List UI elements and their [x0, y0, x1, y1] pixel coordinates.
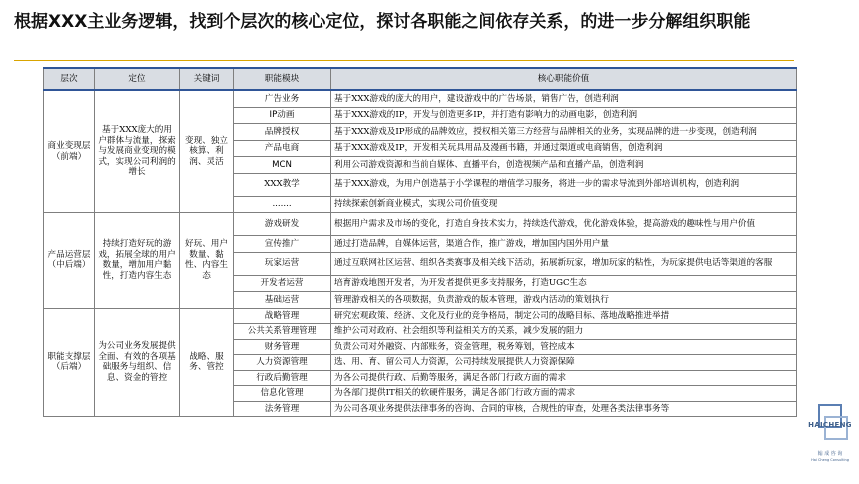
module-cell: 玩家运营 [234, 252, 331, 275]
value-cell: 负责公司对外融资、内部账务，资金管理，税务筹划，管控成本 [331, 339, 797, 355]
value-cell: 基于XXX游戏及IP，开发相关玩具用品及漫画书籍，并通过渠道或电商销售，创造利润 [331, 140, 797, 157]
value-cell: 管理游戏相关的各项数据，负责游戏的版本管理，游戏内活动的策划执行 [331, 292, 797, 309]
position-cell: 基于XXX庞大的用户群体与流量，探索与发展商业变现的模式，实现公司利润的增长 [95, 90, 180, 213]
header-value: 核心职能价值 [331, 68, 797, 90]
module-cell: ....... [234, 196, 331, 213]
value-cell: 利用公司游戏资源和当前自媒体、直播平台，创造视频产品和直播产品，创造利润 [331, 157, 797, 174]
table-row [44, 213, 797, 236]
module-cell: 品牌授权 [234, 124, 331, 141]
keyword-cell: 战略、服务、管控 [180, 308, 234, 417]
table-header-row [44, 68, 797, 90]
keyword-cell: 好玩、用户数量、黏性、内容生态 [180, 213, 234, 309]
layer-cell: 商业变现层（前端） [44, 90, 95, 213]
org-function-table [43, 67, 797, 417]
header-layer: 层次 [44, 68, 95, 90]
module-cell: 宣传推广 [234, 236, 331, 253]
page-title: 根据XXX主业务逻辑，找到个层次的核心定位，探讨各职能之间依存关系，的进一步分解组织职能 [14, 12, 751, 32]
module-cell: IP动画 [234, 107, 331, 124]
module-cell: 开发者运营 [234, 275, 331, 292]
table-row [44, 308, 797, 324]
module-cell: 游戏研发 [234, 213, 331, 236]
module-cell: 广告业务 [234, 90, 331, 107]
value-cell: 维护公司对政府、社会组织等利益相关方的关系，减少发展的阻力 [331, 324, 797, 340]
value-cell: 基于XXX游戏的庞大的用户，建设游戏中的广告场景，销售广告，创造利润 [331, 90, 797, 107]
value-cell: 选、用、育、留公司人力资源，公司持续发展提供人力资源保障 [331, 355, 797, 371]
position-cell: 为公司业务发展提供全面、有效的各项基础服务与组织、信息、资金的管控 [95, 308, 180, 417]
header-position: 定位 [95, 68, 180, 90]
layer-cell: 职能支撑层（后端） [44, 308, 95, 417]
module-cell: 信息化管理 [234, 386, 331, 402]
layer-cell: 产品运营层（中后端） [44, 213, 95, 309]
module-cell: XXX教学 [234, 173, 331, 196]
value-cell: 为各公司提供行政、后勤等服务，满足各部门行政方面的需求 [331, 370, 797, 386]
table-row [44, 90, 797, 107]
module-cell: 人力资源管理 [234, 355, 331, 371]
logo-chinese-text: 翰 成 咨 询 [817, 451, 843, 457]
value-cell: 根据用户需求及市场的变化，打造自身技术实力，持续迭代游戏，优化游戏体验，提高游戏的趣味性与用户价值 [331, 213, 797, 236]
value-cell: 研究宏观政策、经济、文化及行业的竞争格局，制定公司的战略目标、落地战略推进举措 [331, 308, 797, 324]
module-cell: 基础运营 [234, 292, 331, 309]
module-cell: 行政后勤管理 [234, 370, 331, 386]
value-cell: 培育游戏地图开发者，为开发者提供更多支持服务，打造UGC生态 [331, 275, 797, 292]
value-cell: 持续探索创新商业模式，实现公司价值变现 [331, 196, 797, 213]
module-cell: 产品电商 [234, 140, 331, 157]
value-cell: 通过打造品牌，自媒体运营，渠道合作，推广游戏，增加国内国外用户量 [331, 236, 797, 253]
title-underline [14, 60, 794, 61]
company-logo [804, 402, 856, 472]
module-cell: 财务管理 [234, 339, 331, 355]
value-cell: 通过互联网社区运营、组织各类赛事及相关线下活动，拓展新玩家，增加玩家的粘性，为玩家提供电话等渠道的客服 [331, 252, 797, 275]
logo-english-text: Hai Cheng Consulting [811, 458, 849, 462]
header-module: 职能模块 [234, 68, 331, 90]
position-cell: 持续打造好玩的游戏，拓展全球的用户数量，增加用户黏性，打造内容生态 [95, 213, 180, 309]
value-cell: 基于XXX游戏的IP，开发与创造更多IP，并打造有影响力的动画电影，创造利润 [331, 107, 797, 124]
logo-brand-text: HAICHENG [808, 421, 852, 429]
value-cell: 基于XXX游戏，为用户创造基于小学课程的增值学习服务，将进一步的需求导流到外部培训机构，创造利润 [331, 173, 797, 196]
module-cell: MCN [234, 157, 331, 174]
module-cell: 战略管理 [234, 308, 331, 324]
module-cell: 公共关系管理管理 [234, 324, 331, 340]
value-cell: 为公司各项业务提供法律事务的咨询、合同的审核，合规性的审查，处理各类法律事务等 [331, 401, 797, 417]
value-cell: 基于XXX游戏及IP形成的品牌效应，授权相关第三方经营与品牌相关的业务，实现品牌的进一步变现，创造利润 [331, 124, 797, 141]
module-cell: 法务管理 [234, 401, 331, 417]
header-keyword: 关键词 [180, 68, 234, 90]
keyword-cell: 变现、独立核算、利润、灵活 [180, 90, 234, 213]
value-cell: 为各部门提供IT相关的软硬件服务，满足各部门行政方面的需求 [331, 386, 797, 402]
